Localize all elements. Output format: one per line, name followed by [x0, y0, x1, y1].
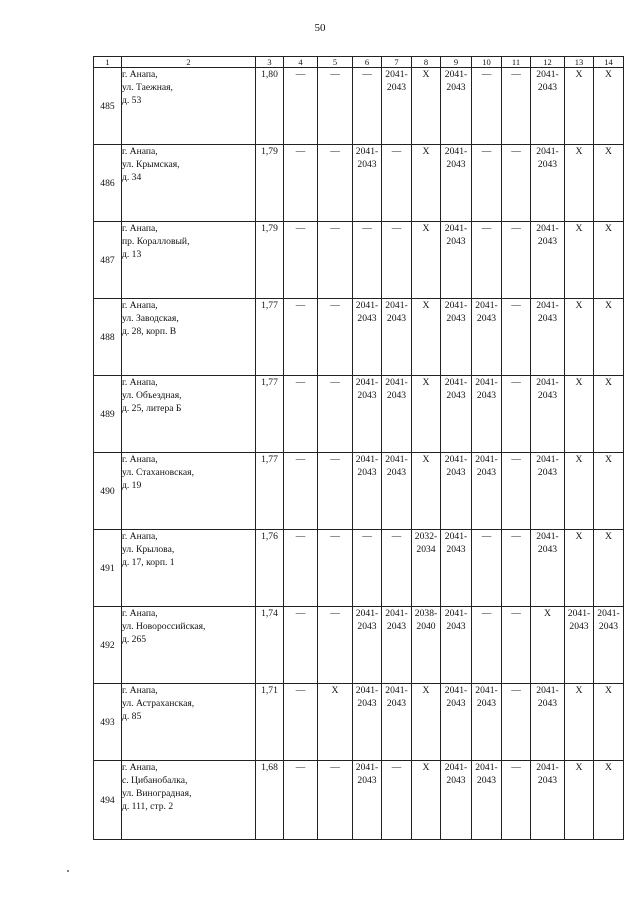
- value-cell: X: [594, 684, 624, 761]
- value-cell: 1,79: [256, 145, 284, 222]
- value-cell: 2041- 2043: [594, 607, 624, 684]
- address-line: д. 53: [122, 95, 142, 106]
- value-cell: 1,77: [256, 453, 284, 530]
- address-line: д. 13: [122, 249, 142, 260]
- column-header: 4: [284, 57, 318, 68]
- value-cell: —: [284, 222, 318, 299]
- value-cell: X: [412, 376, 441, 453]
- address-cell: [122, 607, 256, 684]
- value-cell: —: [502, 607, 531, 684]
- value-cell: 2041- 2043: [531, 453, 565, 530]
- value-cell: X: [565, 68, 594, 145]
- value-cell: —: [382, 222, 412, 299]
- row-number: 491: [94, 530, 122, 607]
- value-cell: X: [565, 453, 594, 530]
- row-number: 493: [94, 684, 122, 761]
- table-row: [94, 761, 624, 840]
- value-cell: 2041- 2043: [531, 145, 565, 222]
- value-cell: 1,68: [256, 761, 284, 840]
- value-cell: 2041- 2043: [382, 453, 412, 530]
- column-header: 8: [412, 57, 441, 68]
- address-line: г. Анапа,: [122, 146, 158, 157]
- value-cell: —: [284, 607, 318, 684]
- value-cell: 2041- 2043: [441, 530, 472, 607]
- value-cell: X: [412, 684, 441, 761]
- address-line: пр. Коралловый,: [122, 236, 190, 247]
- value-cell: X: [412, 761, 441, 840]
- value-cell: —: [284, 684, 318, 761]
- column-header: 9: [441, 57, 472, 68]
- value-cell: 1,77: [256, 299, 284, 376]
- table-row: [94, 684, 624, 761]
- value-cell: 2041- 2043: [353, 761, 382, 840]
- page-number: 50: [314, 22, 326, 34]
- row-number: 485: [94, 68, 122, 145]
- address-line: д. 19: [122, 480, 142, 491]
- table-row: [94, 222, 624, 299]
- value-cell: —: [502, 684, 531, 761]
- value-cell: 2041- 2043: [531, 222, 565, 299]
- address-line: ул. Крымская,: [122, 159, 180, 170]
- value-cell: —: [502, 145, 531, 222]
- value-cell: —: [382, 145, 412, 222]
- value-cell: —: [502, 453, 531, 530]
- value-cell: 2041- 2043: [531, 761, 565, 840]
- value-cell: —: [318, 299, 353, 376]
- address-line: ул. Стахановская,: [122, 467, 194, 478]
- address-line: ул. Астраханская,: [122, 698, 195, 709]
- address-cell: [122, 299, 256, 376]
- column-header: 6: [353, 57, 382, 68]
- value-cell: —: [502, 68, 531, 145]
- value-cell: 2041- 2043: [472, 761, 502, 840]
- value-cell: X: [594, 299, 624, 376]
- value-cell: 2041- 2043: [441, 376, 472, 453]
- address-line: ул. Объездная,: [122, 390, 182, 401]
- scan-speck: [67, 870, 69, 872]
- value-cell: 2041- 2043: [441, 607, 472, 684]
- address-line: г. Анапа,: [122, 531, 158, 542]
- value-cell: 2041- 2043: [441, 68, 472, 145]
- value-cell: 1,79: [256, 222, 284, 299]
- column-header: 5: [318, 57, 353, 68]
- address-line: ул. Виноградная,: [122, 788, 192, 799]
- value-cell: —: [284, 453, 318, 530]
- value-cell: —: [472, 530, 502, 607]
- value-cell: —: [472, 222, 502, 299]
- column-header: 13: [565, 57, 594, 68]
- address-cell: [122, 376, 256, 453]
- value-cell: X: [565, 684, 594, 761]
- address-line: ул. Заводская,: [122, 313, 179, 324]
- value-cell: 1,76: [256, 530, 284, 607]
- row-number: 489: [94, 376, 122, 453]
- address-line: г. Анапа,: [122, 762, 158, 773]
- value-cell: 2041- 2043: [472, 299, 502, 376]
- address-line: д. 17, корп. 1: [122, 557, 175, 568]
- value-cell: 2041- 2043: [472, 453, 502, 530]
- column-header: 1: [94, 57, 122, 68]
- address-line: ул. Таежная,: [122, 82, 173, 93]
- value-cell: —: [502, 222, 531, 299]
- value-cell: 2041- 2043: [472, 376, 502, 453]
- value-cell: X: [565, 222, 594, 299]
- value-cell: —: [284, 68, 318, 145]
- value-cell: X: [318, 684, 353, 761]
- value-cell: —: [353, 222, 382, 299]
- table-row: [94, 68, 624, 145]
- value-cell: 2041- 2043: [531, 530, 565, 607]
- value-cell: X: [594, 68, 624, 145]
- value-cell: X: [412, 453, 441, 530]
- address-line: д. 28, корп. В: [122, 326, 177, 337]
- value-cell: X: [565, 145, 594, 222]
- column-header: 14: [594, 57, 624, 68]
- value-cell: 2041- 2043: [565, 607, 594, 684]
- value-cell: 2041- 2043: [441, 684, 472, 761]
- address-line: г. Анапа,: [122, 300, 158, 311]
- table-row: [94, 607, 624, 684]
- value-cell: X: [412, 68, 441, 145]
- row-number: 487: [94, 222, 122, 299]
- table-row: [94, 376, 624, 453]
- value-cell: X: [594, 222, 624, 299]
- value-cell: —: [318, 453, 353, 530]
- value-cell: —: [284, 376, 318, 453]
- value-cell: 2041- 2043: [531, 68, 565, 145]
- address-cell: [122, 222, 256, 299]
- table-row: [94, 453, 624, 530]
- value-cell: 1,71: [256, 684, 284, 761]
- column-header: 7: [382, 57, 412, 68]
- value-cell: —: [318, 761, 353, 840]
- column-header: 2: [122, 57, 256, 68]
- value-cell: 2041- 2043: [382, 607, 412, 684]
- value-cell: —: [318, 68, 353, 145]
- value-cell: 2041- 2043: [353, 607, 382, 684]
- address-line: г. Анапа,: [122, 69, 158, 80]
- header-row: [94, 57, 624, 68]
- value-cell: X: [565, 299, 594, 376]
- value-cell: X: [594, 453, 624, 530]
- value-cell: X: [565, 530, 594, 607]
- value-cell: 2041- 2043: [353, 684, 382, 761]
- row-number: 492: [94, 607, 122, 684]
- address-cell: [122, 145, 256, 222]
- value-cell: —: [318, 530, 353, 607]
- value-cell: 2041- 2043: [531, 684, 565, 761]
- value-cell: —: [284, 761, 318, 840]
- value-cell: 2041- 2043: [441, 761, 472, 840]
- address-line: д. 111, стр. 2: [122, 801, 174, 812]
- table-row: [94, 299, 624, 376]
- value-cell: 2041- 2043: [382, 376, 412, 453]
- value-cell: 2041- 2043: [382, 68, 412, 145]
- value-cell: —: [353, 530, 382, 607]
- row-number: 486: [94, 145, 122, 222]
- value-cell: 2041- 2043: [441, 299, 472, 376]
- value-cell: X: [594, 376, 624, 453]
- address-line: с. Цибанобалка,: [122, 775, 188, 786]
- value-cell: 1,74: [256, 607, 284, 684]
- value-cell: X: [412, 222, 441, 299]
- address-line: д. 25, литера Б: [122, 403, 182, 414]
- value-cell: —: [382, 530, 412, 607]
- value-cell: 2041- 2043: [382, 299, 412, 376]
- value-cell: —: [284, 299, 318, 376]
- address-line: д. 34: [122, 172, 142, 183]
- value-cell: 2041- 2043: [382, 684, 412, 761]
- row-number: 488: [94, 299, 122, 376]
- value-cell: —: [318, 222, 353, 299]
- column-header: 12: [531, 57, 565, 68]
- value-cell: X: [565, 376, 594, 453]
- address-cell: [122, 68, 256, 145]
- value-cell: —: [284, 145, 318, 222]
- address-line: д. 85: [122, 711, 142, 722]
- value-cell: 2041- 2043: [353, 453, 382, 530]
- value-cell: —: [472, 607, 502, 684]
- data-table: [93, 56, 624, 840]
- value-cell: 2041- 2043: [441, 222, 472, 299]
- value-cell: —: [502, 299, 531, 376]
- value-cell: X: [594, 761, 624, 840]
- column-header: 11: [502, 57, 531, 68]
- value-cell: 1,80: [256, 68, 284, 145]
- address-line: ул. Крылова,: [122, 544, 175, 555]
- address-cell: [122, 684, 256, 761]
- value-cell: —: [382, 761, 412, 840]
- value-cell: 1,77: [256, 376, 284, 453]
- address-line: г. Анапа,: [122, 454, 158, 465]
- address-line: г. Анапа,: [122, 223, 158, 234]
- value-cell: 2041- 2043: [353, 145, 382, 222]
- value-cell: X: [412, 145, 441, 222]
- address-cell: [122, 530, 256, 607]
- address-line: д. 265: [122, 634, 147, 645]
- value-cell: —: [502, 761, 531, 840]
- column-header: 10: [472, 57, 502, 68]
- value-cell: X: [531, 607, 565, 684]
- value-cell: 2041- 2043: [531, 376, 565, 453]
- value-cell: —: [284, 530, 318, 607]
- value-cell: 2041- 2043: [353, 376, 382, 453]
- address-line: г. Анапа,: [122, 608, 158, 619]
- value-cell: X: [565, 761, 594, 840]
- address-line: г. Анапа,: [122, 377, 158, 388]
- value-cell: —: [502, 530, 531, 607]
- value-cell: X: [412, 299, 441, 376]
- address-cell: [122, 453, 256, 530]
- value-cell: —: [318, 607, 353, 684]
- address-line: ул. Новороссийская,: [122, 621, 206, 632]
- table-row: [94, 145, 624, 222]
- value-cell: —: [318, 145, 353, 222]
- value-cell: 2041- 2043: [531, 299, 565, 376]
- value-cell: 2041- 2043: [441, 453, 472, 530]
- value-cell: 2041- 2043: [441, 145, 472, 222]
- value-cell: —: [472, 68, 502, 145]
- value-cell: X: [594, 530, 624, 607]
- address-line: г. Анапа,: [122, 685, 158, 696]
- value-cell: —: [353, 68, 382, 145]
- address-cell: [122, 761, 256, 840]
- value-cell: 2038- 2040: [412, 607, 441, 684]
- column-header: 3: [256, 57, 284, 68]
- value-cell: 2032- 2034: [412, 530, 441, 607]
- value-cell: 2041- 2043: [353, 299, 382, 376]
- value-cell: —: [318, 376, 353, 453]
- table-body: [94, 68, 624, 840]
- value-cell: X: [594, 145, 624, 222]
- value-cell: —: [502, 376, 531, 453]
- value-cell: 2041- 2043: [472, 684, 502, 761]
- table-row: [94, 530, 624, 607]
- row-number: 490: [94, 453, 122, 530]
- row-number: 494: [94, 761, 122, 840]
- value-cell: —: [472, 145, 502, 222]
